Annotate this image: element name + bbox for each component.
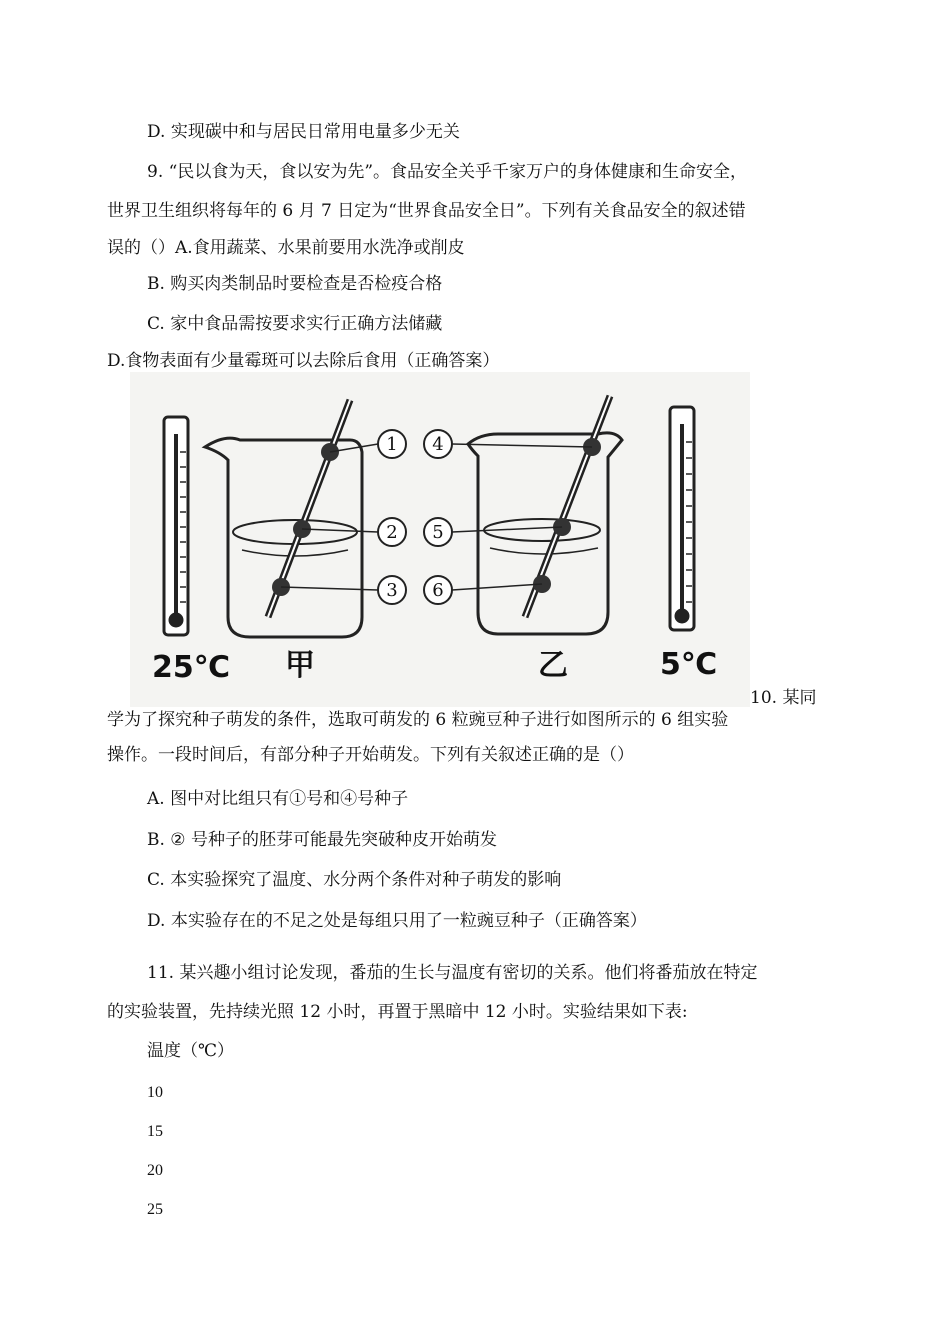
q10-stem-line1: 学为了探究种子萌发的条件，选取可萌发的 6 粒豌豆种子进行如图所示的 6 组实验 bbox=[107, 710, 729, 730]
q9-option-d: D.食物表面有少量霉斑可以去除后食用（正确答案） bbox=[107, 351, 500, 371]
q9-option-b: B. 购买肉类制品时要检查是否检疫合格 bbox=[147, 274, 443, 294]
q10-stem-line2: 操作。一段时间后，有部分种子开始萌发。下列有关叙述正确的是（） bbox=[107, 745, 634, 765]
seed-label-2: 2 bbox=[386, 522, 398, 543]
q10-option-a: A. 图中对比组只有①号和④号种子 bbox=[147, 789, 409, 809]
seed-label-4: 4 bbox=[432, 434, 444, 455]
q9-stem-line3: 误的（）A.食用蔬菜、水果前要用水洗净或削皮 bbox=[107, 238, 465, 258]
q9-stem-line2: 世界卫生组织将每年的 6 月 7 日定为“世界食品安全日”。下列有关食品安全的叙述错 bbox=[107, 201, 746, 221]
table-row-value: 10 bbox=[147, 1084, 163, 1101]
table-row-value: 20 bbox=[147, 1162, 163, 1179]
q10-option-b: B. ② 号种子的胚芽可能最先突破种皮开始萌发 bbox=[147, 830, 497, 850]
seed-label-3: 3 bbox=[386, 580, 398, 601]
seed-label-6: 6 bbox=[432, 580, 444, 601]
q11-stem-line1: 11. 某兴趣小组讨论发现，番茄的生长与温度有密切的关系。他们将番茄放在特定 bbox=[147, 963, 758, 983]
q10-number: 10. 某同 bbox=[750, 688, 817, 708]
q9-option-c: C. 家中食品需按要求实行正确方法储藏 bbox=[147, 314, 443, 334]
q9-stem-line1: 9. “民以食为天，食以安为先”。食品安全关乎千家万户的身体健康和生命安全， bbox=[147, 162, 748, 182]
temp-left-label: 25℃ bbox=[152, 650, 231, 685]
seed-label-1: 1 bbox=[386, 434, 398, 455]
q10-option-d: D. 本实验存在的不足之处是每组只用了一粒豌豆种子（正确答案） bbox=[147, 911, 647, 931]
q11-stem-line2: 的实验装置，先持续光照 12 小时，再置于黑暗中 12 小时。实验结果如下表: bbox=[107, 1002, 688, 1022]
table-header-temperature: 温度（℃） bbox=[147, 1041, 235, 1061]
table-row-value: 15 bbox=[147, 1123, 163, 1140]
beaker-left-label: 甲 bbox=[285, 648, 315, 683]
seed-label-5: 5 bbox=[432, 522, 444, 543]
beaker-right-label: 乙 bbox=[538, 648, 568, 683]
q10-option-c: C. 本实验探究了温度、水分两个条件对种子萌发的影响 bbox=[147, 870, 562, 890]
temp-right-label: 5℃ bbox=[660, 647, 718, 682]
table-row-value: 25 bbox=[147, 1201, 163, 1218]
seed-germination-figure bbox=[130, 372, 750, 707]
thermometer-right-icon bbox=[670, 407, 694, 630]
q8-option-d: D. 实现碳中和与居民日常用电量多少无关 bbox=[147, 122, 460, 142]
